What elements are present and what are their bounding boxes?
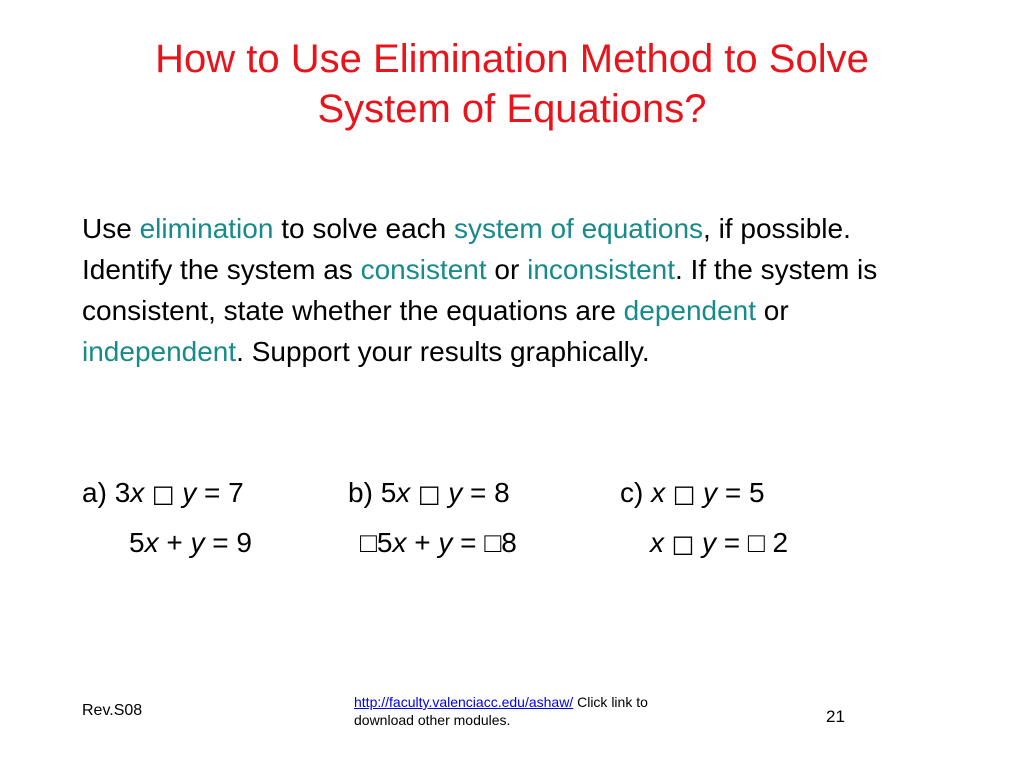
variable-x: x xyxy=(650,527,664,558)
variable-x: x xyxy=(144,527,159,558)
term-independent: independent xyxy=(82,336,237,367)
instructions-text: Use xyxy=(82,213,140,244)
modules-link[interactable]: http://faculty.valenciacc.edu/ashaw/ xyxy=(354,694,574,710)
coefficient: □5 xyxy=(360,527,393,558)
right-hand-side: = 5 xyxy=(717,477,765,508)
problem-a-label: a) xyxy=(82,477,115,508)
term-system-of-equations: system of equations xyxy=(454,213,704,244)
variable-y: y xyxy=(190,527,205,558)
instructions-text: or xyxy=(756,295,789,326)
coefficient: 5 xyxy=(380,477,397,508)
coefficient: 5 xyxy=(129,527,145,558)
problem-c-label: c) xyxy=(620,477,652,508)
slide-title-line-2: System of Equations? xyxy=(317,87,707,131)
problem-b-equation-1 xyxy=(348,470,510,517)
instructions-text: . Support your results graphically. xyxy=(236,336,650,367)
operator-glyph: □ xyxy=(144,480,183,508)
variable-y: y xyxy=(701,527,716,558)
problem-b-equation-2 xyxy=(360,520,517,566)
revision-label: Rev.S08 xyxy=(82,702,143,719)
operator-glyph: □ xyxy=(664,530,702,558)
instructions-text: to solve each xyxy=(273,213,454,244)
problem-b-label: b) xyxy=(348,477,381,508)
term-consistent: consistent xyxy=(360,254,487,285)
operator-glyph: □ xyxy=(410,480,449,508)
variable-x: x xyxy=(130,477,145,508)
instructions-paragraph xyxy=(82,208,922,372)
operator-glyph: □ xyxy=(665,480,704,508)
operator-glyph: + xyxy=(158,527,191,558)
variable-x: x xyxy=(396,477,411,508)
variable-y: y xyxy=(703,477,718,508)
slide-number: 21 xyxy=(826,707,845,726)
variable-x: x xyxy=(651,477,666,508)
footer-note xyxy=(354,693,684,729)
right-hand-side: = □8 xyxy=(452,527,517,558)
variable-y: y xyxy=(438,527,453,558)
right-hand-side: = 9 xyxy=(204,527,252,558)
slide-title xyxy=(60,34,964,134)
right-hand-side: = 8 xyxy=(462,477,510,508)
right-hand-side: = 7 xyxy=(196,477,244,508)
variable-x: x xyxy=(392,527,407,558)
variable-y: y xyxy=(182,477,197,508)
instructions-text: or xyxy=(486,254,528,285)
instructions-text: . If the system is consistent, state whether the equations are xyxy=(82,254,878,326)
term-inconsistent: inconsistent xyxy=(527,254,675,285)
slide-title-line-1: How to Use Elimination Method to Solve xyxy=(155,37,869,81)
coefficient: 3 xyxy=(114,477,131,508)
problem-a-equation-2 xyxy=(129,520,252,566)
problem-a-equation-1 xyxy=(82,470,244,517)
term-elimination: elimination xyxy=(139,213,274,244)
problem-c-equation-2 xyxy=(650,520,788,567)
instructions-text: , if possible. Identify the system as xyxy=(82,213,851,285)
footer-note-text: Click link to download other modules. xyxy=(354,694,648,728)
right-hand-side: = □ 2 xyxy=(715,527,789,558)
problem-c-equation-1 xyxy=(620,470,765,517)
operator-glyph: + xyxy=(406,527,439,558)
term-dependent: dependent xyxy=(623,295,757,326)
variable-y: y xyxy=(448,477,463,508)
problem-set xyxy=(82,470,942,580)
